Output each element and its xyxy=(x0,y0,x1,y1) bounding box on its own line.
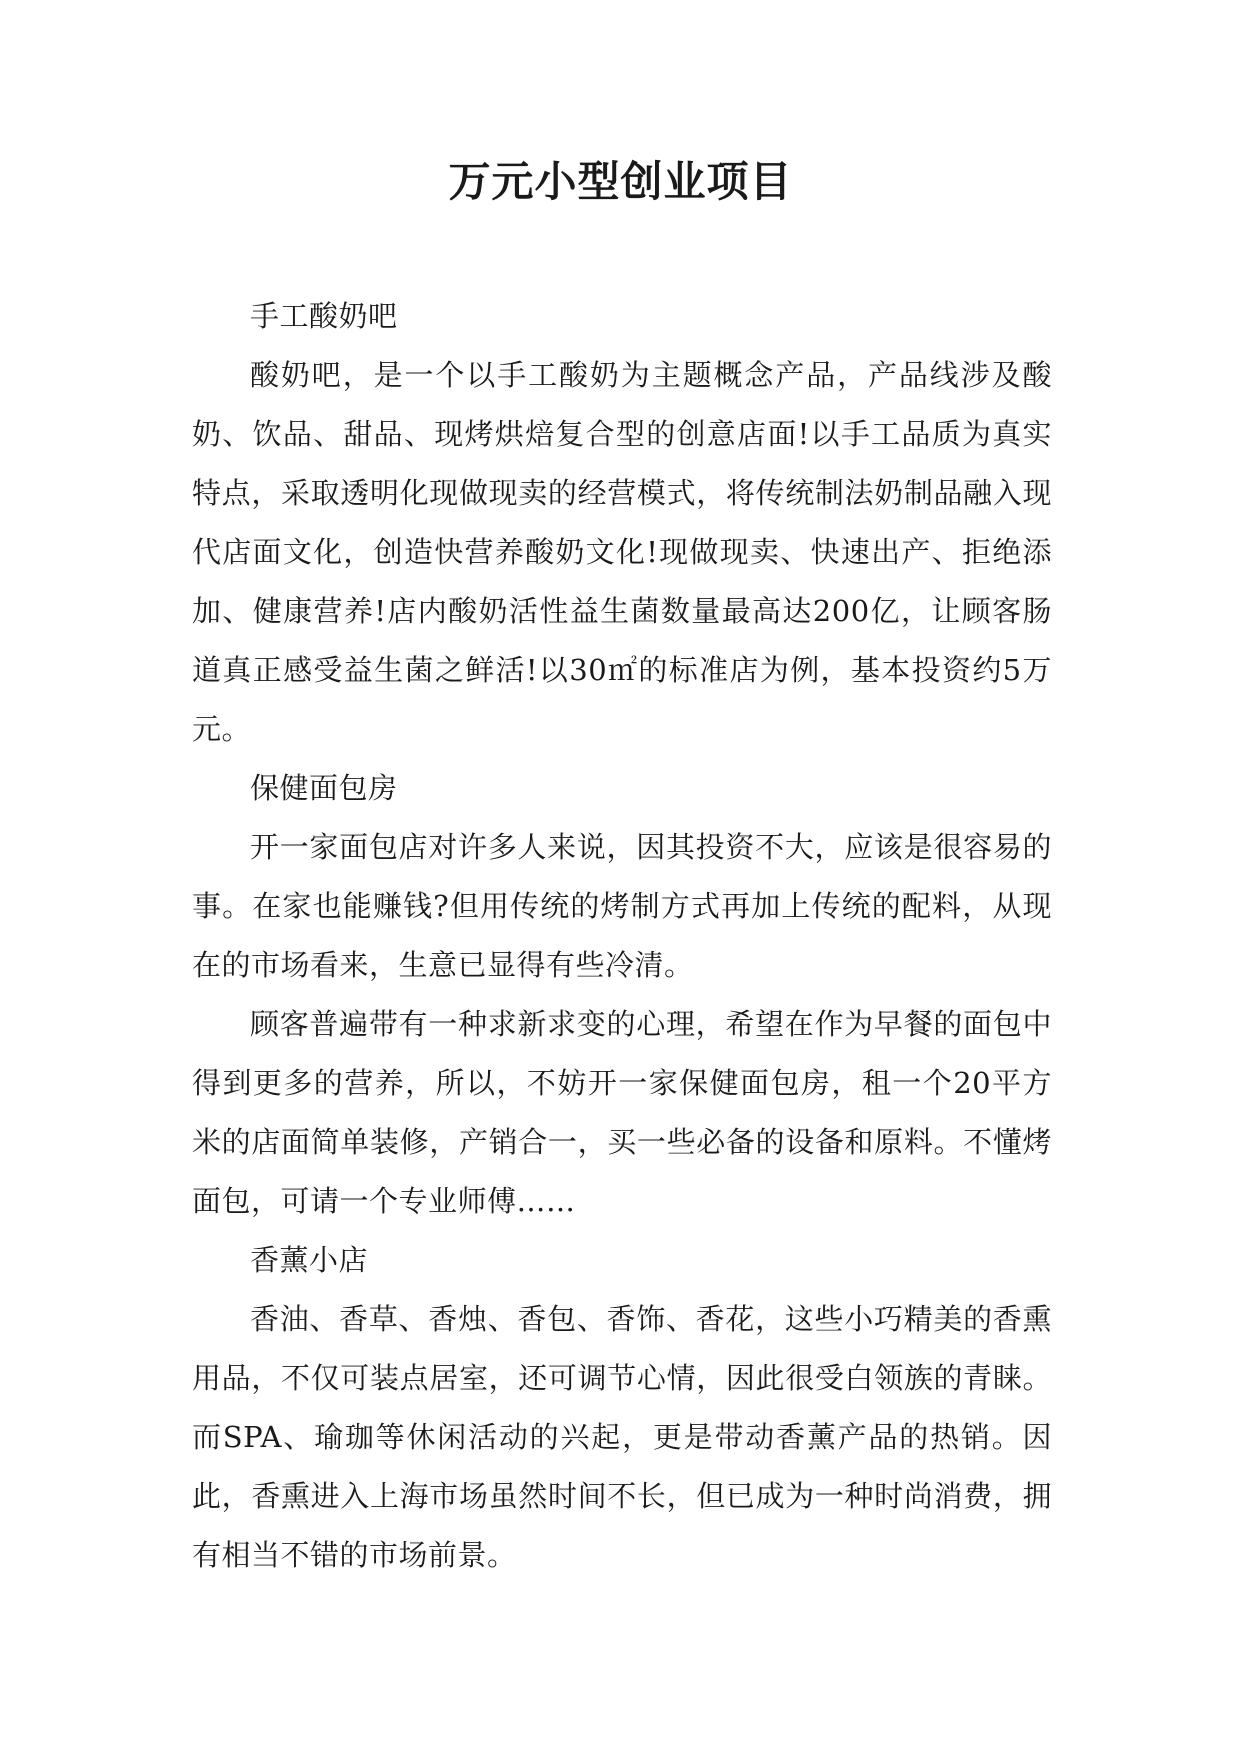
paragraph-aroma-shop: 香油、香草、香烛、香包、香饰、香花，这些小巧精美的香熏用品，不仅可装点居室，还可调节心情，因此很受白领族的青睐。而SPA、瑜珈等休闲活动的兴起，更是带动香薰产品的热销。因此，香熏进入上海市场虽然时间不长，但已成为一种时尚消费，拥有相当不错的市场前景。 xyxy=(192,1302,1052,1572)
paragraph-health-bakery-2: 顾客普遍带有一种求新求变的心理，希望在作为早餐的面包中得到更多的营养，所以，不妨开一家保健面包房，租一个20平方米的店面简单装修，产销合一，买一些必备的设备和原料。不懂烤面包，可请一个专业师傅…… xyxy=(192,1007,1052,1218)
paragraph-yogurt-bar: 酸奶吧，是一个以手工酸奶为主题概念产品，产品线涉及酸奶、饮品、甜品、现烤烘焙复合型的创意店面!以手工品质为真实特点，采取透明化现做现卖的经营模式，将传统制法奶制品融入现代店面文化，创造快营养酸奶文化!现做现卖、快速出产、拒绝添加、健康营养!店内酸奶活性益生菌数量最高达200亿，让顾客肠道真正感受益生菌之鲜活!以30㎡的标准店为例，基本投资约5万元。 xyxy=(192,358,1052,746)
document-title: 万元小型创业项目 xyxy=(448,157,793,206)
section-heading-aroma-shop: 香薰小店 xyxy=(250,1243,369,1277)
paragraph-health-bakery-1: 开一家面包店对许多人来说，因其投资不大，应该是很容易的事。在家也能赚钱?但用传统的烤制方式再加上传统的配料，从现在的市场看来，生意已显得有些冷清。 xyxy=(192,830,1052,982)
section-heading-health-bakery: 保健面包房 xyxy=(250,771,398,805)
document-body xyxy=(192,287,1052,1585)
section-heading-yogurt-bar: 手工酸奶吧 xyxy=(250,299,398,333)
